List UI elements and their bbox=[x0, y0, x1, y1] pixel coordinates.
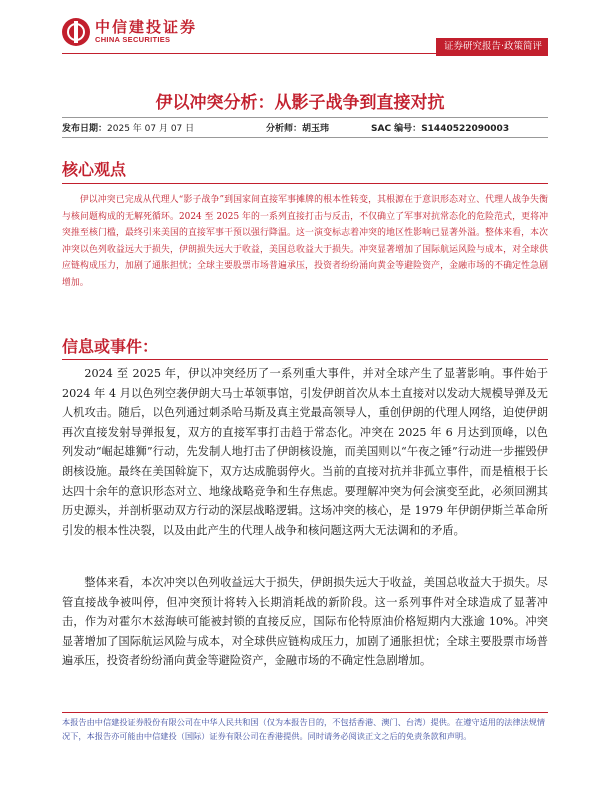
core-view-paragraph: 伊以冲突已完成从代理人“影子战争”到国家间直接军事摊牌的根本性转变，其根源在于意识形态对立、代理人战争失衡与核问题构成的无解死循环。2024 至 2025 年的一系列直接打击与反击，不仅确立了军事对抗常态化的危险范式，更将冲突推至核门槛，最终引来美国的直接军事干预以强行降温。这一演变标志着冲突的地区性影响已显著外溢。整体来看，本次冲突以色列收益远大于损失，伊朗损失远大于收益，美国总收益大于损失。冲突显著增加了国际航运风险与成本，对全球供应链构成压力，加剧了通胀担忧；全球主要股票市场普遍承压，投资者纷纷涌向黄金等避险资产，金融市场的不确定性急剧增加。 bbox=[62, 195, 548, 288]
meta-divider-bottom bbox=[62, 137, 548, 138]
publish-date bbox=[62, 121, 194, 134]
company-logo bbox=[62, 18, 197, 46]
analyst-name: 胡玉玮 bbox=[302, 124, 330, 134]
core-view-text bbox=[62, 192, 548, 292]
footer-disclaimer bbox=[62, 716, 548, 743]
report-type-tag: 证券研究报告·政策简评 bbox=[436, 38, 548, 56]
meta-divider-top bbox=[62, 117, 548, 118]
header-divider bbox=[62, 53, 548, 54]
report-title: 伊以冲突分析：从影子战争到直接对抗 bbox=[155, 93, 445, 113]
logo-name-cn: 中信建投证券 bbox=[95, 18, 198, 36]
publish-date-label: 发布日期： bbox=[62, 124, 108, 134]
disclaimer-text: 本报告由中信建投证券股份有限公司在中华人民共和国（仅为本报告目的，不包括香港、澳门、台湾）提供。在遵守适用的法律法规情况下，本报告亦可能由中信建投（国际）证券有限公司在香港提供。同时请务必阅读正文之后的免责条款和声明。 bbox=[62, 717, 546, 741]
sac-value: S1440522090003 bbox=[421, 124, 510, 134]
core-view-heading: 核心观点 bbox=[62, 160, 127, 179]
page-header bbox=[0, 0, 600, 60]
sac-label: SAC 编号： bbox=[371, 124, 422, 134]
events-heading: 信息或事件： bbox=[62, 337, 159, 356]
core-view-rule bbox=[62, 183, 548, 184]
events-paragraph-1-block bbox=[62, 364, 548, 540]
publish-date-value: 2025 年 07 月 07 日 bbox=[107, 124, 195, 134]
events-rule bbox=[62, 359, 548, 360]
analyst bbox=[266, 121, 329, 134]
events-paragraph: 整体来看，本次冲突以色列收益远大于损失，伊朗损失远大于收益，美国总收益大于损失。尽管直接战争被叫停，但冲突预计将转入长期消耗战的新阶段。这一系列事件对全球造成了显著冲击，作为对霍尔木兹海峡可能被封锁的直接反应，国际布伦特原油价格短期内大涨逾 10%。冲突显著增加了国际航运风险与成本，对全球供应链构成压力，加剧了通胀担忧；全球主要股票市场普遍承压，投资者纷纷涌向黄金等避险资产，金融市场的不确定性急剧增加。 bbox=[62, 576, 548, 668]
sac-number bbox=[371, 121, 509, 134]
logo-name-en: CHINA SECURITIES bbox=[95, 35, 171, 44]
analyst-label: 分析师： bbox=[266, 124, 303, 134]
logo-icon bbox=[62, 18, 90, 46]
footer-divider bbox=[62, 712, 548, 713]
events-paragraph: 2024 至 2025 年，伊以冲突经历了一系列重大事件，并对全球产生了显著影响。事件始于 2024 年 4 月以色列空袭伊朗大马士革领事馆，引发伊朗首次从本土直接对以发动大规模导弹及无人机攻击。随后，以色列通过刺杀哈马斯及真主党最高领导人，重创伊朗的代理人网络，迫使伊朗再次直接发射导弹报复，双方的直接军事打击趋于常态化。冲突在 2025 年 6 月达到顶峰，以色列发动“崛起雄狮”行动，先发制人地打击了伊朗核设施，而美国则以“午夜之锤”行动进一步摧毁伊朗核设施。最终在美国斡旋下，双方达成脆弱停火。当前的直接对抗并非孤立事件，而是植根于长达四十余年的意识形态对立、地缘战略竞争和生存焦虑。要理解冲突为何会演变至此，必须回溯其历史源头，并剖析驱动双方行动的深层战略逻辑。这场冲突的核心，是 1979 年伊朗伊斯兰革命所引发的根本性决裂，以及由此产生的代理人战争和核问题这两大无法调和的矛盾。 bbox=[62, 367, 548, 537]
events-paragraph-2-block bbox=[62, 573, 548, 671]
